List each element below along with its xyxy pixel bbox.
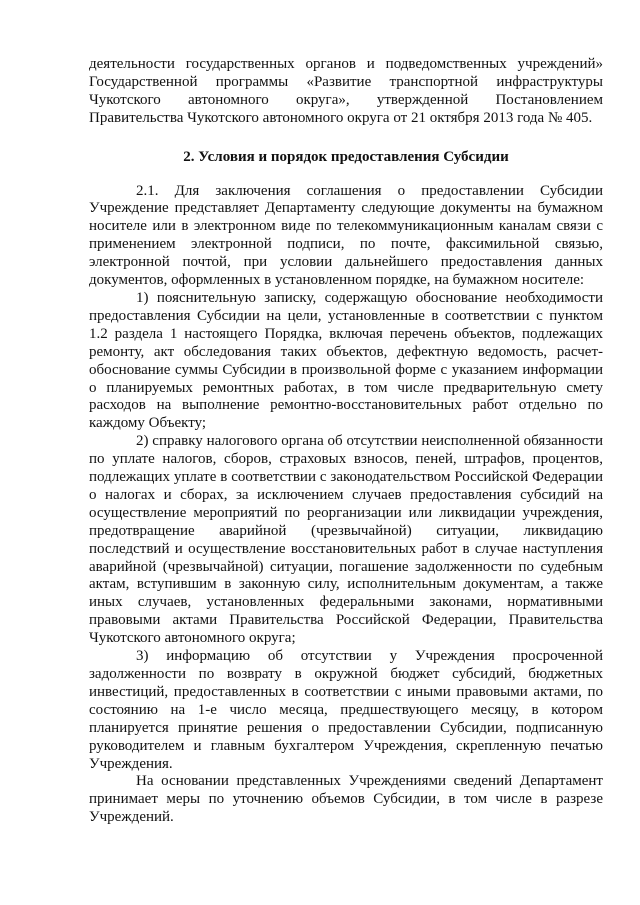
paragraph-2-1: 2.1. Для заключения соглашения о предоставлении Субсидии Учреждение представляет Департаменту следующие документы на бумажном носителе или в электронном виде по телекоммуникационным каналам связи с применением электронной подписи, по почте, факсимильной связью, электронной почтой, при условии дальнейшего предоставления данных документов, оформленных в установленном порядке, на бумажном носителе: bbox=[89, 182, 603, 289]
paragraph-item-1: 1) пояснительную записку, содержащую обоснование необходимости предоставления Субсидии на цели, установленные в соответствии с пунктом 1.2 раздела 1 настоящего Порядка, включая перечень объектов, подлежащих ремонту, акт обследования таких объектов, дефектную ведомость, расчет-обоснование суммы Субсидии в произвольной форме с указанием информации о планируемых ремонтных работах, в том числе предварительную смету расходов на выполнение ремонтно-восстановительных работ отдельно по каждому Объекту; bbox=[89, 289, 603, 432]
paragraph-item-3: 3) информацию об отсутствии у Учреждения просроченной задолженности по возврату в окружной бюджет субсидий, бюджетных инвестиций, предоставленных в соответствии с иными правовыми актами, по состоянию на 1-е число месяца, предшествующего месяцу, в котором планируется принятие решения о предоставлении Субсидии, подписанную руководителем и главным бухгалтером Учреждения, скрепленную печатью Учреждения. bbox=[89, 648, 603, 772]
paragraph-conclusion: На основании представленных Учреждениями сведений Департамент принимает меры по уточнению объемов Субсидии, в том числе в разрезе Учреждений. bbox=[89, 773, 603, 826]
paragraph-item-2: 2) справку налогового органа об отсутствии неисполненной обязанности по уплате налогов, сборов, страховых взносов, пеней, штрафов, процентов, подлежащих уплате в соответствии с законодательством Российской Федерации о налогах и сборах, за исключением случаев предоставления субсидий на осуществление мероприятий по реорганизации или ликвидации учреждения, предотвращение аварийной (чрезвычайной) ситуации, ликвидацию последствий и осуществление восстановительных работ в случае наступления аварийной (чрезвычайной) ситуации, погашение задолженности по судебным актам, вступившим в законную силу, исполнительным документам, а также иных случаев, установленных федеральными законами, нормативными правовыми актами Правительства Российской Федерации, Правительства Чукотского автономного округа; bbox=[89, 433, 603, 647]
intro-paragraph: деятельности государственных органов и подведомственных учреждений» Государственной программы «Развитие транспортной инфраструктуры Чукотского автономного округа», утвержденной Постановлением Правительства Чукотского автономного округа от 21 октября 2013 года № 405. bbox=[89, 56, 603, 126]
section-heading: 2. Условия и порядок предоставления Субсидии bbox=[183, 148, 509, 165]
